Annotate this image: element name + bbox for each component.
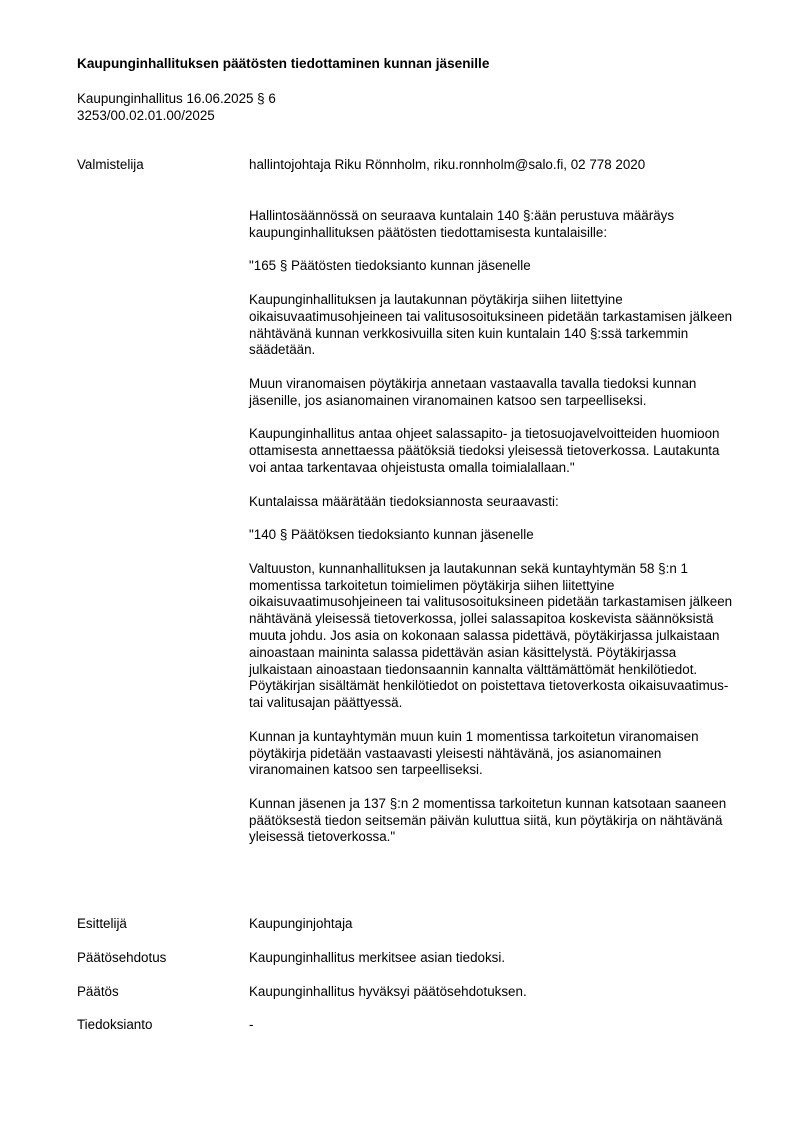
decision-label: Päätös (77, 984, 119, 999)
proposal-label: Päätösehdotus (77, 950, 167, 965)
body-paragraph: Muun viranomaisen pöytäkirja annetaan vastaavalla tavalla tiedoksi kunnan jäsenille, jos asianomainen viranomainen katsoo sen tarpeelliseksi. (249, 375, 697, 408)
document-title: Kaupunginhallituksen päätösten tiedottaminen kunnan jäsenille (77, 56, 490, 71)
record-number: 3253/00.02.01.00/2025 (77, 107, 215, 123)
body-paragraph: Kaupunginhallituksen ja lautakunnan pöytäkirja siihen liitettyine oikaisuvaatimusohjeineen tai valitusosoituksineen pidetään tarkastamisen jälkeen nähtävänä kunnan verkkosivuilla siten kuin kuntalain 140 §:ssä tarkemmin säädetään. (249, 291, 733, 358)
notification-label: Tiedoksianto (77, 1017, 153, 1032)
notification-value: - (249, 1017, 254, 1032)
body-paragraph: "140 § Päätöksen tiedoksianto kunnan jäsenelle (249, 527, 534, 543)
body-paragraph: "165 § Päätösten tiedoksianto kunnan jäsenelle (249, 258, 531, 274)
body-paragraph: Hallintosäännössä on seuraava kuntalain 140 §:ään perustuva määräys kaupunginhallituksen päätösten tiedottamisesta kuntalaisille: (249, 208, 675, 240)
document-meta (77, 91, 276, 124)
preparer-value: hallintojohtaja Riku Rönnholm, riku.ronnholm@salo.fi, 02 778 2020 (249, 157, 646, 172)
body-paragraph: Valtuuston, kunnanhallituksen ja lautakunnan sekä kuntayhtymän 58 §:n 1 momentissa tarkoitetun toimielimen pöytäkirja siihen liitettyine oikaisuvaatimusohjeineen tai valitusosoituksineen pidetään tarkastamisen jälkeen nähtävänä yleisessä tietoverkossa, jollei salassapitoa koskevista säännöksistä muuta johdu. Jos asia on kokonaan salassa pidettävä, pöytäkirjassa julkaistaan ainoastaan maininta salassa pidettävän asian käsittelystä. Pöytäkirjassa julkaistaan ainoastaan tiedonsaannin kannalta välttämättömät henkilötiedot. Pöytäkirjan sisältämät henkilötiedot on poistettava tietoverkosta oikaisuvaatimus- tai valitusajan päättyessä. (249, 560, 733, 711)
presenter-value: Kaupunginjohtaja (249, 916, 353, 931)
preparer-label: Valmistelija (77, 157, 144, 172)
proposal-value: Kaupunginhallitus merkitsee asian tiedoksi. (249, 950, 506, 965)
document-body (249, 208, 739, 863)
presenter-label: Esittelijä (77, 916, 127, 931)
body-paragraph: Kunnan jäsenen ja 137 §:n 2 momentissa tarkoitetun kunnan katsotaan saaneen päätöksestä tiedon seitsemän päivän kuluttua siitä, kun pöytäkirja on nähtävänä yleisessä tietoverkossa." (249, 795, 727, 845)
body-paragraph: Kaupunginhallitus antaa ohjeet salassapito- ja tietosuojavelvoitteiden huomioon ottamisesta annettaessa päätöksiä tiedoksi yleisessä tietoverkossa. Lautakunta voi antaa tarkentavaa ohjeistusta omalla toimialallaan." (249, 426, 720, 475)
decision-value: Kaupunginhallitus hyväksyi päätösehdotuksen. (249, 984, 527, 999)
body-paragraph: Kuntalaissa määrätään tiedoksiannosta seuraavasti: (249, 493, 559, 509)
body-paragraph: Kunnan ja kuntayhtymän muun kuin 1 momentissa tarkoitetun viranomaisen pöytäkirja pidetään vastaavasti yleisesti nähtävänä, jos asianomainen viranomainen katsoo sen tarpeelliseksi. (249, 728, 699, 778)
meeting-reference: Kaupunginhallitus 16.06.2025 § 6 (77, 91, 276, 106)
